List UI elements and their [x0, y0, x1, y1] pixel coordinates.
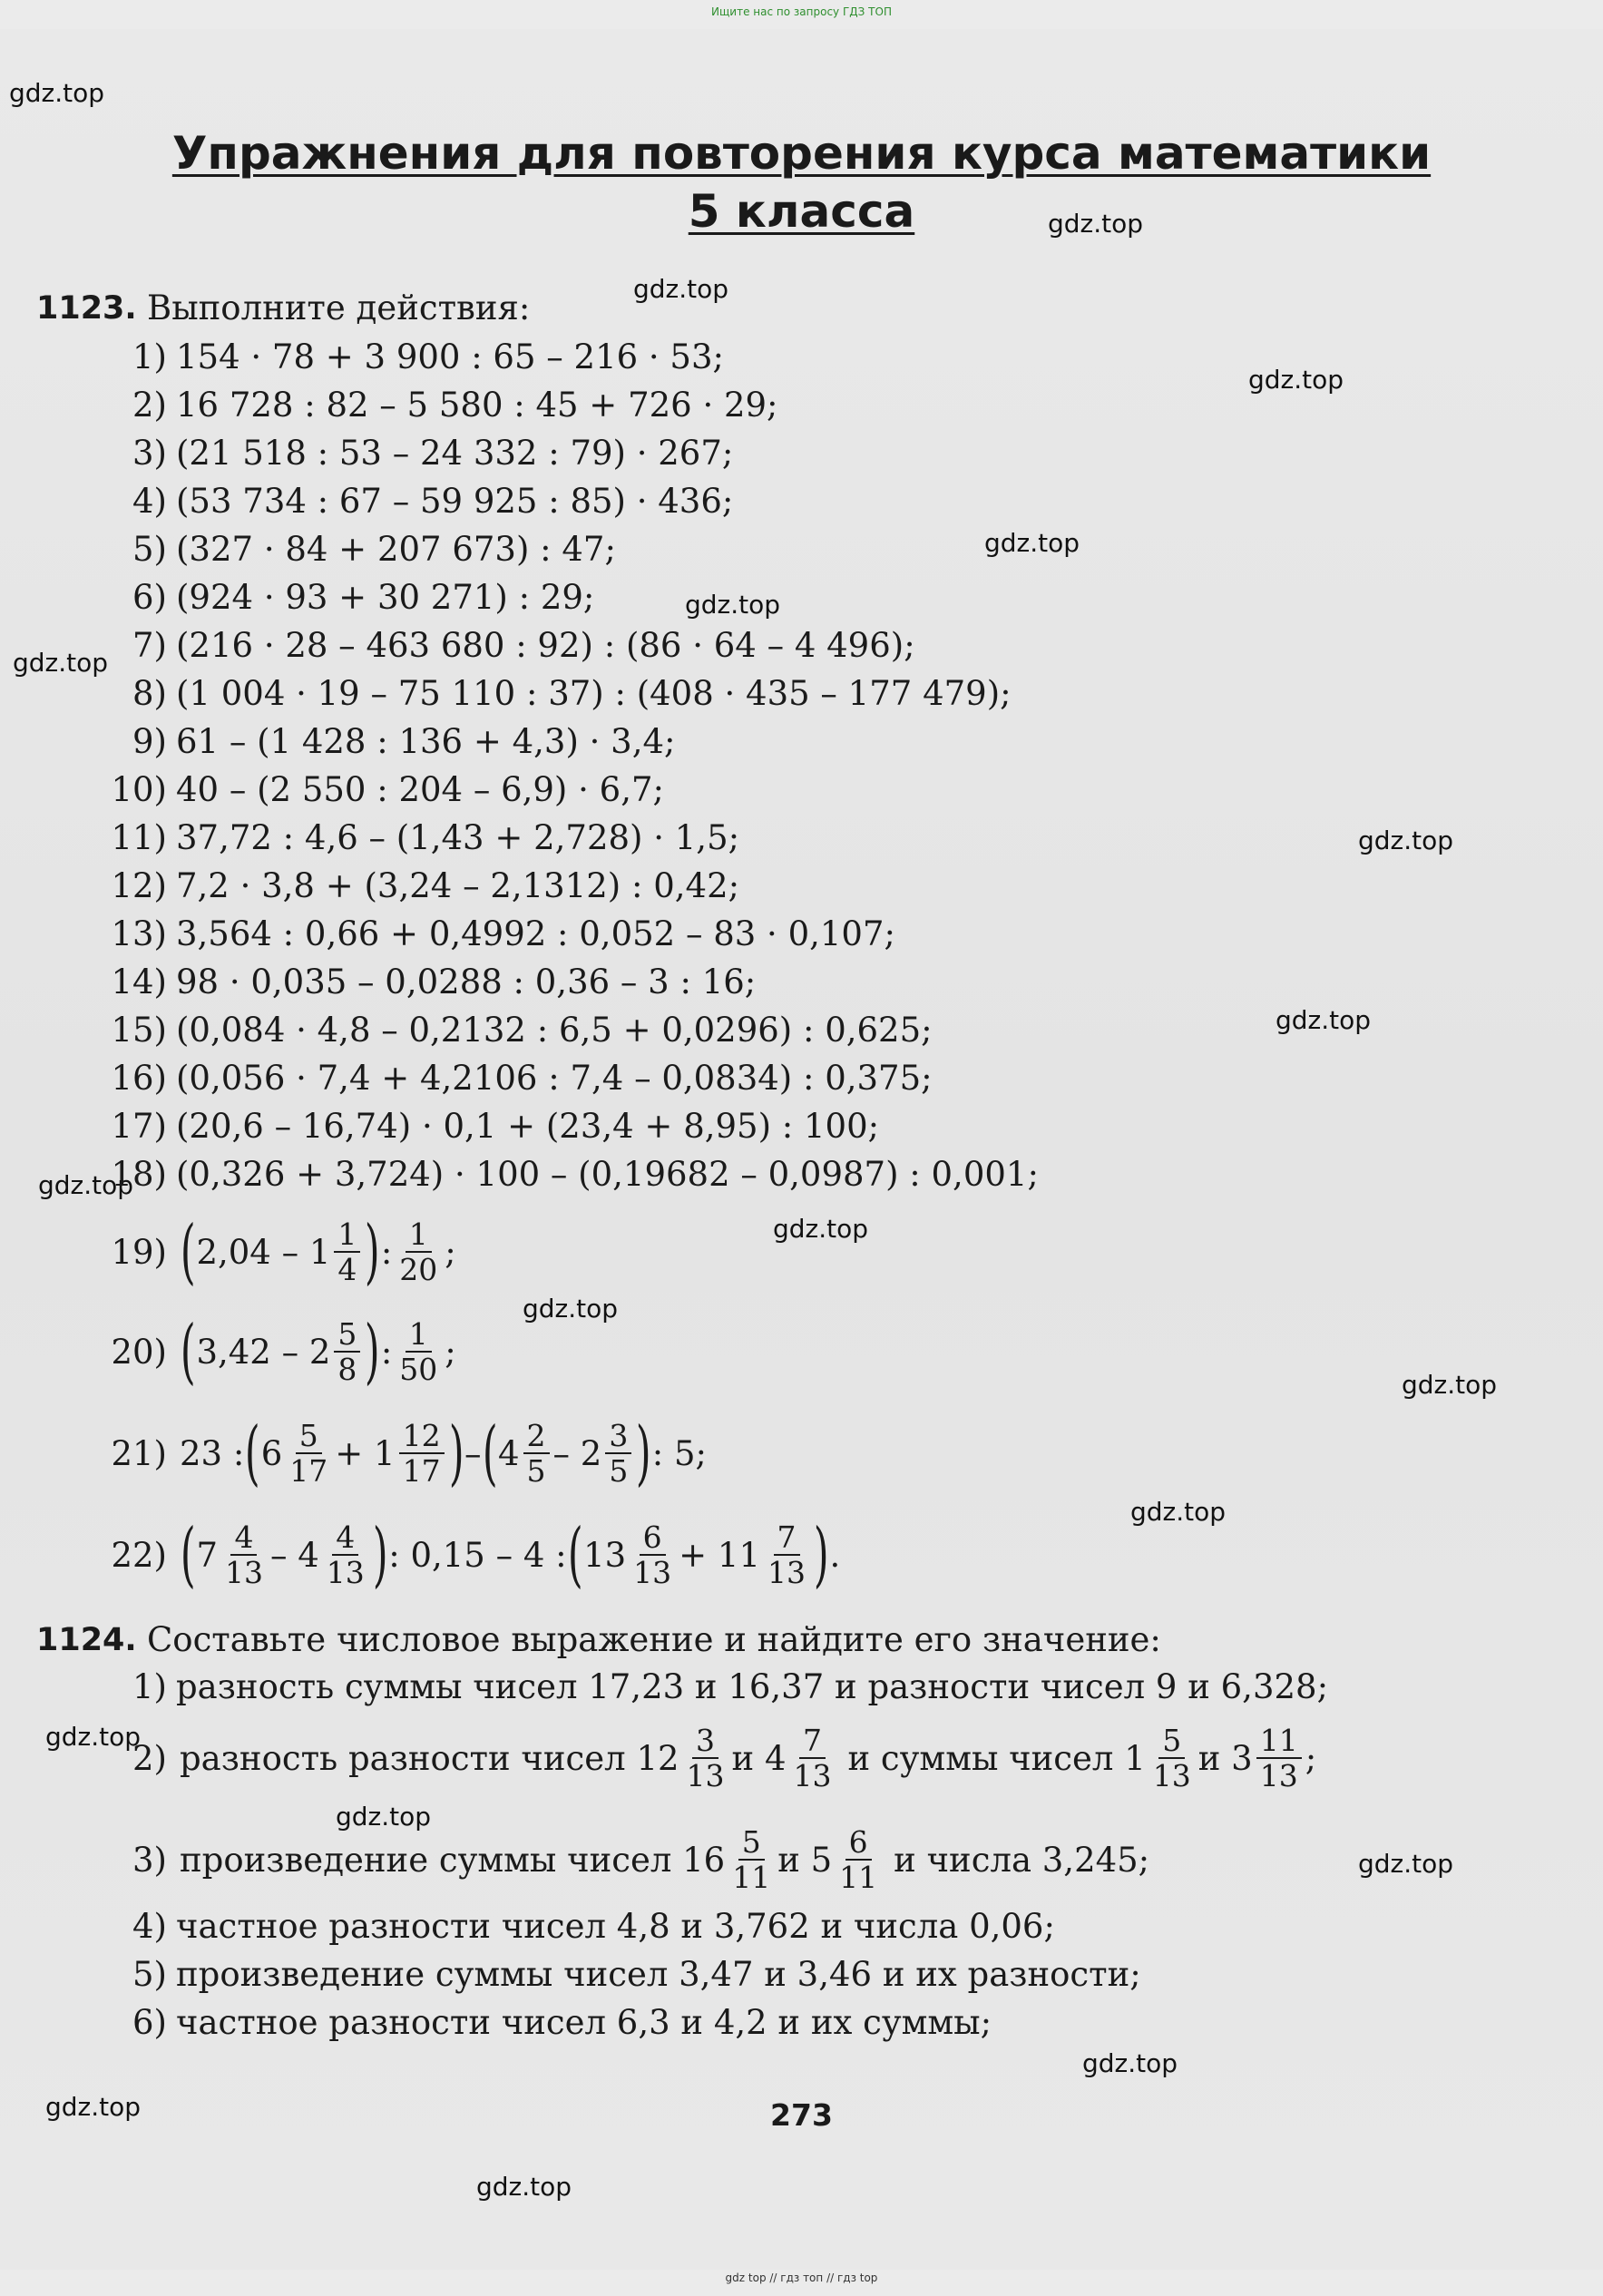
watermark: gdz.top	[476, 2172, 572, 2202]
paren: )	[365, 1211, 380, 1293]
list-item: 3) (21 518 : 53 – 24 332 : 79) · 267;	[132, 434, 734, 473]
list-item: 20) ( 3,42 – 2 5 8 ) : 1 50 ;	[111, 1311, 456, 1392]
watermark: gdz.top	[45, 1722, 142, 1752]
list-item: 17) (20,6 – 16,74) · 0,1 + (23,4 + 8,95) : 100;	[111, 1107, 880, 1146]
fraction: 6 13	[633, 1519, 672, 1590]
list-item: 15) (0,084 · 4,8 – 0,2132 : 6,5 + 0,0296) : 0,625;	[111, 1011, 933, 1050]
paren: )	[372, 1514, 388, 1596]
watermark: gdz.top	[523, 1294, 619, 1324]
list-item: 3) произведение суммы чисел 16 5 11 и 5 6 11 и числа 3,245;	[132, 1824, 1150, 1895]
list-item: 2) 16 728 : 82 – 5 580 : 45 + 726 · 29;	[132, 386, 778, 425]
list-item: 10) 40 – (2 550 : 204 – 6,9) · 6,7;	[111, 770, 664, 809]
fraction: 7 13	[767, 1519, 806, 1590]
list-item: 1) 154 · 78 + 3 900 : 65 – 216 · 53;	[132, 337, 724, 376]
top-note: Ищите нас по запросу ГДЗ ТОП	[711, 5, 892, 18]
fraction: 3 13	[686, 1723, 725, 1793]
exercise-number: 1123.	[36, 290, 137, 327]
paren: (	[482, 1412, 498, 1494]
paren: (	[180, 1514, 196, 1596]
exercise-heading: Составьте числовое выражение и найдите его значение:	[147, 1620, 1161, 1659]
fraction: 6 11	[839, 1824, 878, 1895]
fraction: 5 13	[1152, 1723, 1191, 1793]
fraction: 3 5	[605, 1419, 631, 1488]
paren: )	[636, 1412, 651, 1494]
watermark: gdz.top	[45, 2092, 142, 2122]
list-item: 4) (53 734 : 67 – 59 925 : 85) · 436;	[132, 482, 734, 521]
paren: (	[567, 1514, 583, 1596]
paren: (	[245, 1412, 260, 1494]
watermark: gdz.top	[1358, 1849, 1454, 1879]
watermark: gdz.top	[1082, 2048, 1178, 2078]
list-item: 18) (0,326 + 3,724) · 100 – (0,19682 – 0,0987) : 0,001;	[111, 1155, 1039, 1194]
list-item: 12) 7,2 · 3,8 + (3,24 – 2,1312) : 0,42;	[111, 866, 740, 905]
fraction: 12 17	[399, 1419, 445, 1488]
watermark: gdz.top	[1248, 365, 1344, 395]
watermark: gdz.top	[336, 1802, 432, 1832]
list-item: 4) частное разности чисел 4,8 и 3,762 и числа 0,06;	[132, 1907, 1055, 1946]
watermark: gdz.top	[685, 590, 781, 620]
list-item: 8) (1 004 · 19 – 75 110 : 37) : (408 · 435 – 177 479);	[132, 674, 1012, 713]
list-item: 1) разность суммы чисел 17,23 и 16,37 и разности чисел 9 и 6,328;	[132, 1667, 1329, 1706]
list-item: 16) (0,056 · 7,4 + 4,2106 : 7,4 – 0,0834) : 0,375;	[111, 1059, 933, 1098]
watermark: gdz.top	[1048, 209, 1144, 239]
watermark: gdz.top	[1276, 1005, 1372, 1035]
paren: )	[365, 1311, 380, 1392]
list-item: 19) ( 2,04 – 1 1 4 ) : 1 20 ;	[111, 1211, 456, 1293]
paren: (	[180, 1211, 196, 1293]
fraction: 1 4	[334, 1217, 360, 1286]
fraction: 5 8	[334, 1317, 360, 1386]
watermark: gdz.top	[1358, 826, 1454, 855]
watermark: gdz.top	[1402, 1370, 1498, 1400]
list-item: 6) частное разности чисел 6,3 и 4,2 и их суммы;	[132, 2003, 992, 2042]
paren: )	[813, 1514, 829, 1596]
exercise-heading: Выполните действия:	[147, 288, 531, 327]
list-item: 5) (327 · 84 + 207 673) : 47;	[132, 530, 616, 569]
bottom-note: gdz top // гдз топ // гдз top	[725, 2272, 878, 2284]
fraction: 11 13	[1256, 1724, 1302, 1793]
list-item: 7) (216 · 28 – 463 680 : 92) : (86 · 64 – 4 496);	[132, 626, 915, 665]
page-number: 273	[770, 2097, 833, 2133]
list-item: 13) 3,564 : 0,66 + 0,4992 : 0,052 – 83 · 0,107;	[111, 914, 895, 953]
watermark: gdz.top	[38, 1170, 134, 1200]
list-item: 5) произведение суммы чисел 3,47 и 3,46 и их разности;	[132, 1955, 1141, 1994]
list-item: 22) ( 7 4 13 – 4 4 13 ) : 0,15 – 4 : ( 13 6 13 + 11 7 13 ) .	[111, 1514, 841, 1596]
list-item: 11) 37,72 : 4,6 – (1,43 + 2,728) · 1,5;	[111, 818, 740, 857]
fraction: 7 13	[793, 1723, 832, 1793]
fraction: 5 17	[289, 1418, 328, 1489]
fraction: 1 20	[399, 1216, 438, 1287]
watermark: gdz.top	[984, 528, 1080, 558]
list-item: 6) (924 · 93 + 30 271) : 29;	[132, 578, 595, 617]
page-subtitle: 5 класса	[688, 185, 915, 238]
watermark: gdz.top	[1130, 1497, 1227, 1527]
fraction: 5 11	[732, 1824, 771, 1895]
watermark: gdz.top	[773, 1214, 869, 1244]
exercise-number: 1124.	[36, 1622, 137, 1658]
watermark: gdz.top	[9, 78, 105, 108]
watermark: gdz.top	[633, 274, 729, 304]
fraction: 4 13	[326, 1519, 365, 1590]
paren: (	[180, 1311, 196, 1392]
fraction: 2 5	[523, 1419, 550, 1488]
paren: )	[448, 1412, 464, 1494]
watermark: gdz.top	[13, 648, 109, 678]
fraction: 1 50	[399, 1316, 438, 1387]
list-item: 14) 98 · 0,035 – 0,0288 : 0,36 – 3 : 16;	[111, 962, 757, 1001]
list-item: 21) 23 : ( 6 5 17 + 1 12 17 ) – ( 4 2 5 – 2 3 5 ) : 5;	[111, 1412, 708, 1494]
list-item: 2) разность разности чисел 12 3 13 и 4 7 13 и суммы чисел 1 5 13 и 3 11 13 ;	[132, 1723, 1317, 1793]
page-title: Упражнения для повторения курса математики	[171, 127, 1432, 180]
list-item: 9) 61 – (1 428 : 136 + 4,3) · 3,4;	[132, 722, 676, 761]
fraction: 4 13	[224, 1519, 263, 1590]
